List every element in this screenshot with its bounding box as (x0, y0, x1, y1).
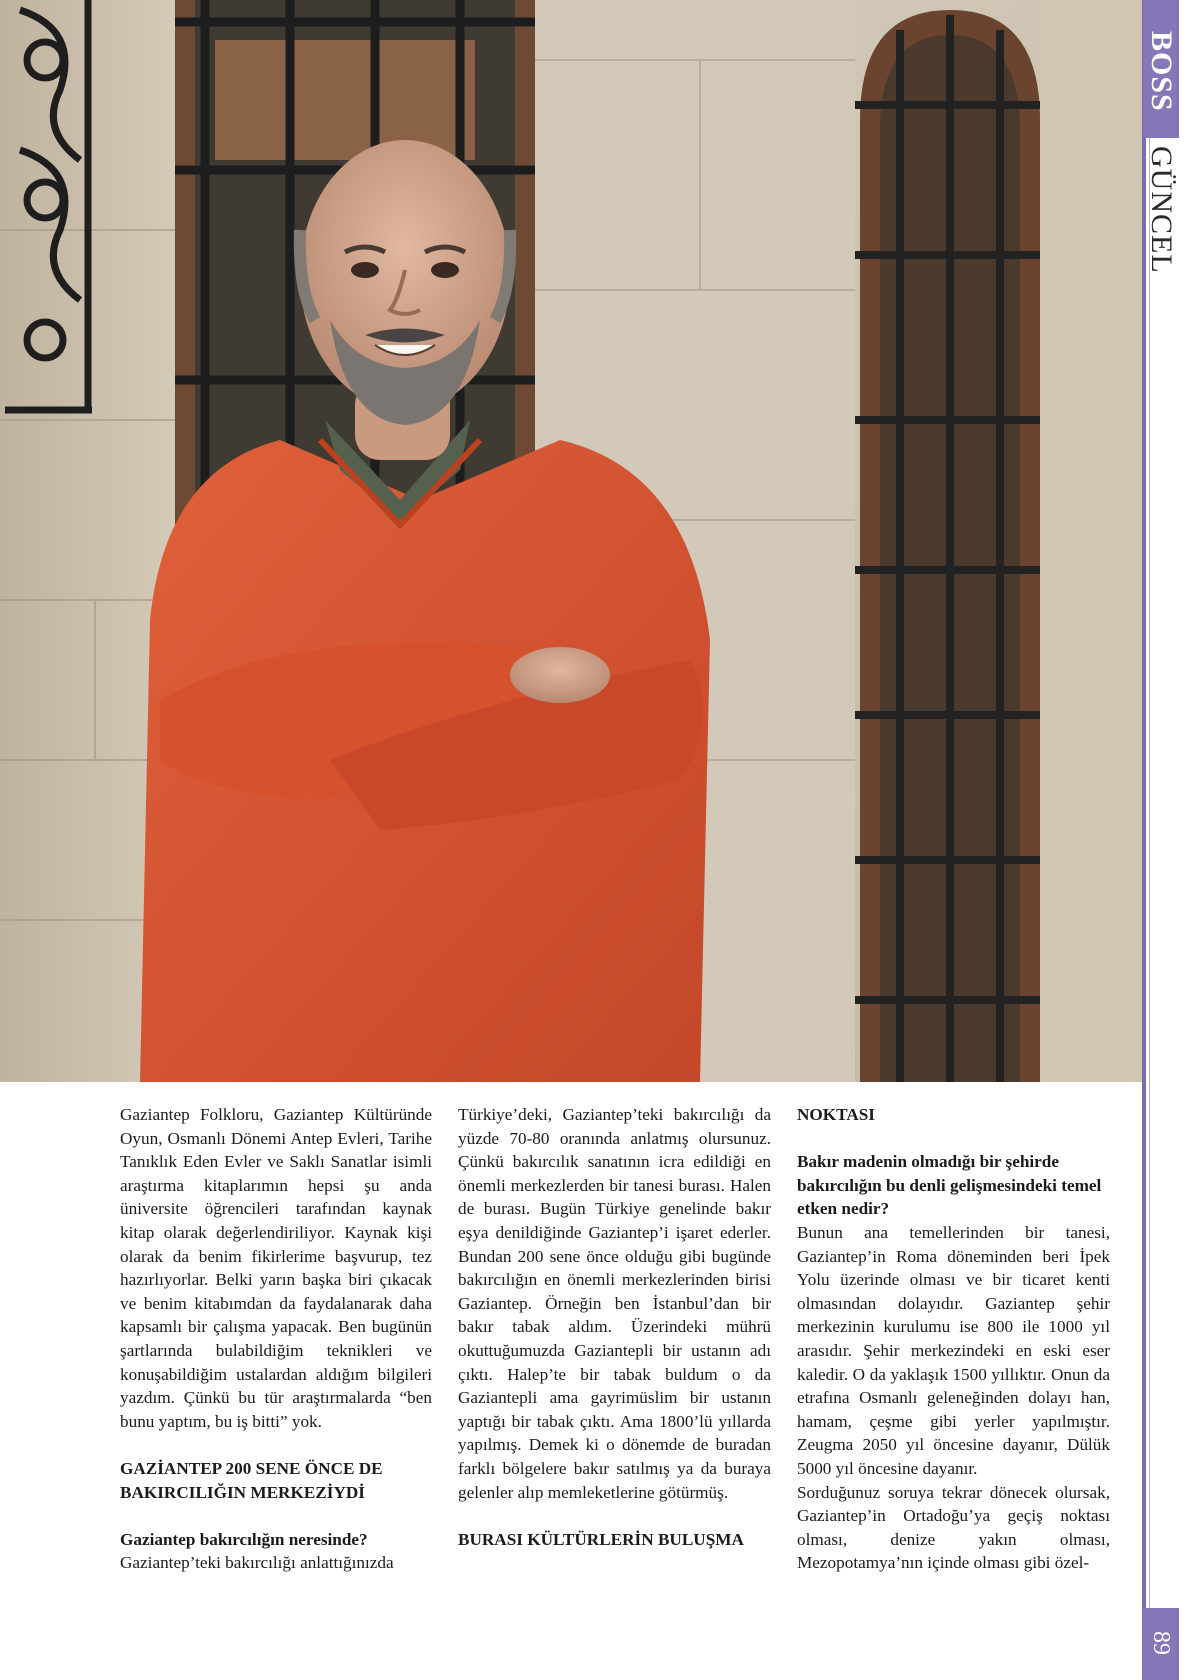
subheading: NOKTASI (797, 1105, 875, 1124)
subheading: GAZİANTEP 200 SENE ÖNCE DE BAKIRCILIĞIN MERKEZİYDİ (120, 1458, 383, 1502)
spacer (120, 1504, 432, 1528)
subheading: Gaziantep bakırcılığın neresinde? (120, 1529, 368, 1549)
subheading: BURASI KÜLTÜRLERİN BULUŞMA (458, 1529, 744, 1549)
body-paragraph: Türkiye’deki, Gaziantep’teki bakırcılığı da yüzde 70-80 oranında anlatmış olursunuz. Çünkü bakırcılık sanatının icra edildiği en önemli merkezlerden bir tanesi burası. Halen de burası. Bugün Türkiye genelinde bakır eşya denildiğinde Gaziantep’i işaret ederler. Bundan 200 sene önce olduğu gibi bugünde bakırcılığın en önemli merkezlerinden birisi Gaziantep. Örneğin ben İstanbul’dan bir bakır tabak aldım. Üzerindeki mührü okuttuğumuzda Gaziantepli bir ustanın adı çıktı. Halep’te bir tabak buldum o da Gaziantepli ama gayrimüslim bir ustanın yaptığı bir tabak çıktı. Ama 1800’lü yıllarda yapılmış. Demek ki o dönemde de buradan farklı bölgelere bakır satılmış ya da buraya gelenler alıp memleketlerine götürmüş. (458, 1105, 771, 1502)
body-paragraph: Gaziantep Folkloru, Gaziantep Kültüründe Oyun, Osmanlı Dönemi Antep Evleri, Tarihe Tanıklık Eden Evler ve Saklı Sanatlar isimli araştırma kitaplarımın hepsi şu anda üniversite öğrencileri tarafından kaynak kitap olarak değerlendiriliyor. Kaynak kişi olarak da benim fikirlerime başvurup, tez hazırlıyorlar. Belki yarın başka biri çıkacak ve benim kitabımdan da faydalanarak daha kapsamlı bir çalışma yapacak. Ben bugünün şartlarında bulabildiğim teknikleri ve konuşabildiğim ustalardan aldığım bilgileri yazdım. Çünkü bu tür araştırmalarda “ben bunu yaptım, bu iş bitti” yok. (120, 1105, 432, 1431)
spacer (797, 1127, 1110, 1151)
section-title: GÜNCEL (1145, 146, 1178, 274)
page-number: 89 (1148, 1631, 1174, 1655)
subheading: Bakır madenin olmadığı bir şehirde bakırcılığın bu denli gelişmesindeki temel etken nedir? (797, 1152, 1102, 1219)
text-column-2 (458, 1103, 771, 1551)
spacer (458, 1504, 771, 1528)
body-paragraph: Bunun ana temellerinden bir tanesi, Gaziantep’in Roma döneminden beri İpek Yolu üzerinde olması ve bir ticaret kenti olmasından dolayıdır. Gaziantep şehir merkezinin kurulumu ise 800 ile 1000 yıl arasıdır. Şehir merkezindeki en eski eser kaledir. O da yaklaşık 1500 yıllıktır. Onun da etrafına Osmanlı geleneğinden dolayı han, hamam, çeşme gibi yerler yapılmıştır. Zeugma 2050 yıl öncesine dayanır, Dülük 5000 yıl öncesine dayanır. (797, 1222, 1110, 1478)
body-paragraph: Gaziantep’teki bakırcılığı anlattığınızda (120, 1553, 394, 1573)
magazine-brand: BOSS (1145, 30, 1178, 112)
text-column-3 (797, 1103, 1110, 1575)
body-paragraph: Sorduğunuz soruya tekrar dönecek olursak, Gaziantep’in Ortadoğu’ya geçiş noktası olması, denize yakın olması, Mezopotamya’nın içinde olması gibi özel- (797, 1482, 1110, 1573)
spacer (120, 1433, 432, 1457)
text-column-1 (120, 1103, 432, 1575)
